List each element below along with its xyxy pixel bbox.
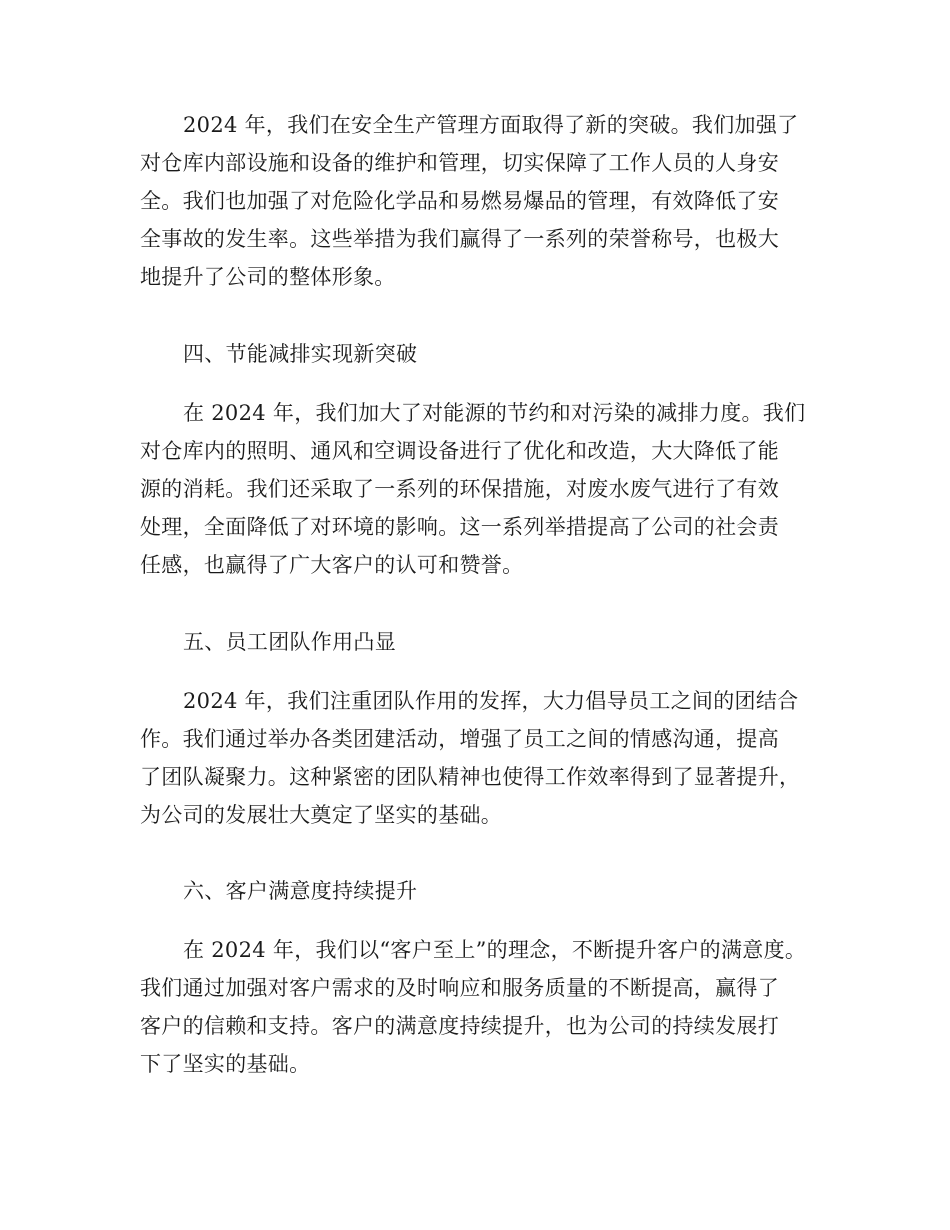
- section-heading-4: 四、节能减排实现新突破: [183, 342, 418, 366]
- paragraph-3-line-3: 了团队凝聚力。这种紧密的团队精神也使得工作效率得到了显著提升，: [140, 765, 801, 789]
- paragraph-2-line-2: 对仓库内的照明、通风和空调设备进行了优化和改造，大大降低了能: [140, 439, 779, 463]
- paragraph-1-line-4: 全事故的发生率。这些举措为我们赢得了一系列的荣誉称号，也极大: [140, 227, 779, 251]
- paragraph-1-line-5: 地提升了公司的整体形象。: [140, 265, 396, 289]
- paragraph-2-line-3: 源的消耗。我们还采取了一系列的环保措施，对废水废气进行了有效: [140, 477, 779, 501]
- paragraph-3-line-4: 为公司的发展壮大奠定了坚实的基础。: [140, 803, 503, 827]
- paragraph-4-line-3: 客户的信赖和支持。客户的满意度持续提升，也为公司的持续发展打: [140, 1014, 779, 1038]
- paragraph-1-line-2: 对仓库内部设施和设备的维护和管理，切实保障了工作人员的人身安: [140, 151, 779, 175]
- paragraph-3-line-1: 2024 年，我们注重团队作用的发挥，大力倡导员工之间的团结合: [183, 689, 799, 713]
- section-heading-5: 五、员工团队作用凸显: [183, 630, 396, 654]
- paragraph-1-line-3: 全。我们也加强了对危险化学品和易燃易爆品的管理，有效降低了安: [140, 189, 779, 213]
- paragraph-1-line-1: 2024 年，我们在安全生产管理方面取得了新的突破。我们加强了: [183, 113, 799, 137]
- paragraph-3-line-2: 作。我们通过举办各类团建活动，增强了员工之间的情感沟通，提高: [140, 727, 779, 751]
- section-heading-6: 六、客户满意度持续提升: [183, 879, 418, 903]
- paragraph-4-line-4: 下了坚实的基础。: [140, 1052, 311, 1076]
- paragraph-2-line-1: 在 2024 年，我们加大了对能源的节约和对污染的减排力度。我们: [183, 401, 806, 425]
- paragraph-2-line-4: 处理，全面降低了对环境的影响。这一系列举措提高了公司的社会责: [140, 515, 779, 539]
- paragraph-4-line-1: 在 2024 年，我们以“客户至上”的理念，不断提升客户的满意度。: [183, 938, 807, 962]
- paragraph-4-line-2: 我们通过加强对客户需求的及时响应和服务质量的不断提高，赢得了: [140, 976, 779, 1000]
- paragraph-2-line-5: 任感，也赢得了广大客户的认可和赞誉。: [140, 553, 524, 577]
